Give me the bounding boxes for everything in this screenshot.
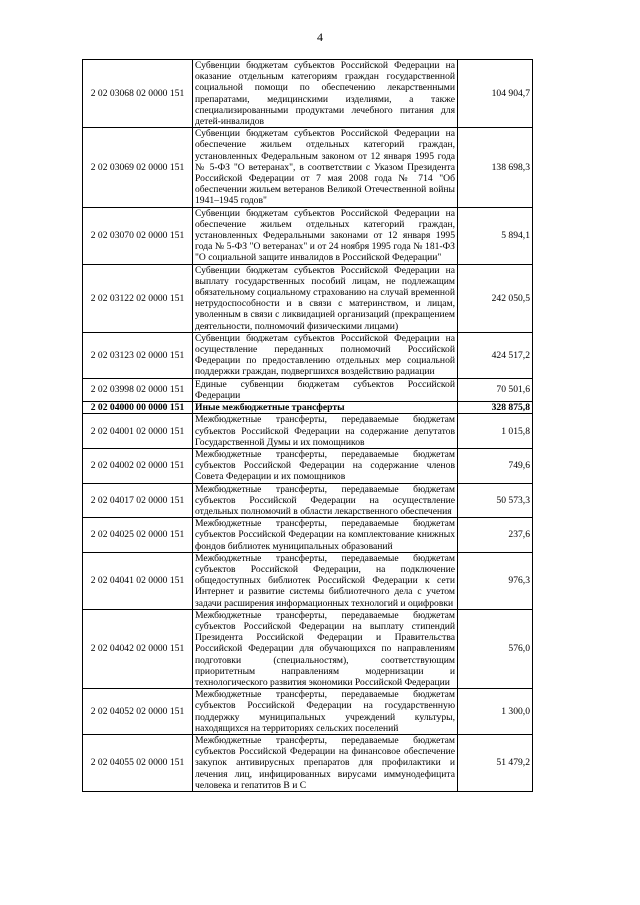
amount-cell: 976,3 [458,552,533,609]
amount-cell: 1 300,0 [458,689,533,735]
table-row [83,552,533,609]
amount-cell: 51 479,2 [458,734,533,791]
table-row [83,414,533,449]
table-row [83,734,533,791]
table-row [83,207,533,264]
budget-code-cell: 2 02 04025 02 0000 151 [83,518,193,553]
page-number: 4 [317,30,323,44]
budget-code-cell: 2 02 04042 02 0000 151 [83,609,193,688]
table-row [83,378,533,401]
table-body [83,60,533,792]
description-cell: Субвенции бюджетам субъектов Российской Федерации на обеспечение жильем отдельных категорий граждан, установленных Федеральным законом от 12 января 1995 года № 5-ФЗ "О ветеранах", в соответствии с Указом Президента Российской Федерации от 7 мая 2008 года № 714 "Об обеспечении жильем ветеранов Великой Отечественной войны 1941–1945 годов" [193,128,458,207]
description-cell: Субвенции бюджетам субъектов Российской Федерации на обеспечение жильем отдельных категорий граждан, установленных Федеральными законами от 12 января 1995 года № 5-ФЗ "О ветеранах" и от 24 ноября 1995 года № 181-ФЗ "О социальной защите инвалидов в Российской Федерации" [193,207,458,264]
description-cell: Межбюджетные трансферты, передаваемые бюджетам субъектов Российской Федерации на комплектование книжных фондов библиотек муниципальных образований [193,518,458,553]
description-cell: Субвенции бюджетам субъектов Российской Федерации на осуществление переданных полномочий Российской Федерации по предоставлению отдельных мер социальной поддержки граждан, подвергшихся воздействию радиации [193,332,458,378]
amount-cell: 424 517,2 [458,332,533,378]
table-row [83,448,533,483]
table-row [83,483,533,518]
budget-code-cell: 2 02 03070 02 0000 151 [83,207,193,264]
budget-code-cell: 2 02 04017 02 0000 151 [83,483,193,518]
budget-revenue-table [82,59,533,792]
table-row [83,264,533,332]
amount-cell: 576,0 [458,609,533,688]
table-row [83,128,533,207]
amount-cell: 50 573,3 [458,483,533,518]
budget-code-cell: 2 02 03122 02 0000 151 [83,264,193,332]
description-cell: Единые субвенции бюджетам субъектов Российской Федерации [193,378,458,401]
budget-code-cell: 2 02 04055 02 0000 151 [83,734,193,791]
amount-cell: 104 904,7 [458,60,533,128]
table-row [83,402,533,414]
description-cell: Субвенции бюджетам субъектов Российской Федерации на оказание отдельным категориям граждан государственной социальной помощи по обеспечению лекарственными препаратами, медицинскими изделиями, а также специализированными продуктами лечебного питания для детей-инвалидов [193,60,458,128]
amount-cell: 242 050,5 [458,264,533,332]
budget-code-cell: 2 02 03068 02 0000 151 [83,60,193,128]
budget-code-cell: 2 02 04002 02 0000 151 [83,448,193,483]
amount-cell: 1 015,8 [458,414,533,449]
budget-code-cell: 2 02 03123 02 0000 151 [83,332,193,378]
description-cell: Субвенции бюджетам субъектов Российской Федерации на выплату государственных пособий лицам, не подлежащим обязательному социальному страхованию на случай временной нетрудоспособности и в связи с материнством, и лицам, уволенным в связи с ликвидацией организаций (прекращением деятельности, полномочий физическими лицами) [193,264,458,332]
budget-code-cell: 2 02 04000 00 0000 151 [83,402,193,414]
amount-cell: 5 894,1 [458,207,533,264]
table-row [83,518,533,553]
description-cell: Межбюджетные трансферты, передаваемые бюджетам субъектов Российской Федерации на содержание депутатов Государственной Думы и их помощников [193,414,458,449]
description-cell: Межбюджетные трансферты, передаваемые бюджетам субъектов Российской Федерации на выплату стипендий Президента Российской Федерации и Правительства Российской Федерации для обучающихся по направлениям подготовки (специальностям), соответствующим приоритетным направлениям модернизации и технологического развития экономики Российской Федерации [193,609,458,688]
description-cell: Иные межбюджетные трансферты [193,402,458,414]
table-row [83,689,533,735]
amount-cell: 749,6 [458,448,533,483]
description-cell: Межбюджетные трансферты, передаваемые бюджетам субъектов Российской Федерации на осуществление отдельных полномочий в области лекарственного обеспечения [193,483,458,518]
table-row [83,60,533,128]
description-cell: Межбюджетные трансферты, передаваемые бюджетам субъектов Российской Федерации на содержание членов Совета Федерации и их помощников [193,448,458,483]
table-row [83,609,533,688]
table-row [83,332,533,378]
budget-code-cell: 2 02 04001 02 0000 151 [83,414,193,449]
amount-cell: 70 501,6 [458,378,533,401]
description-cell: Межбюджетные трансферты, передаваемые бюджетам субъектов Российской Федерации на государственную поддержку муниципальных учреждений культуры, находящихся на территориях сельских поселений [193,689,458,735]
amount-cell: 328 875,8 [458,402,533,414]
amount-cell: 237,6 [458,518,533,553]
description-cell: Межбюджетные трансферты, передаваемые бюджетам субъектов Российской Федерации, на подключение общедоступных библиотек Российской Федерации к сети Интернет и развитие системы библиотечного дела с учетом задачи расширения информационных технологий и оцифровки [193,552,458,609]
description-cell: Межбюджетные трансферты, передаваемые бюджетам субъектов Российской Федерации на финансовое обеспечение закупок антивирусных препаратов для профилактики и лечения лиц, инфицированных вирусами иммунодефицита человека и гепатитов B и C [193,734,458,791]
amount-cell: 138 698,3 [458,128,533,207]
budget-code-cell: 2 02 03069 02 0000 151 [83,128,193,207]
budget-code-cell: 2 02 03998 02 0000 151 [83,378,193,401]
budget-code-cell: 2 02 04052 02 0000 151 [83,689,193,735]
budget-code-cell: 2 02 04041 02 0000 151 [83,552,193,609]
